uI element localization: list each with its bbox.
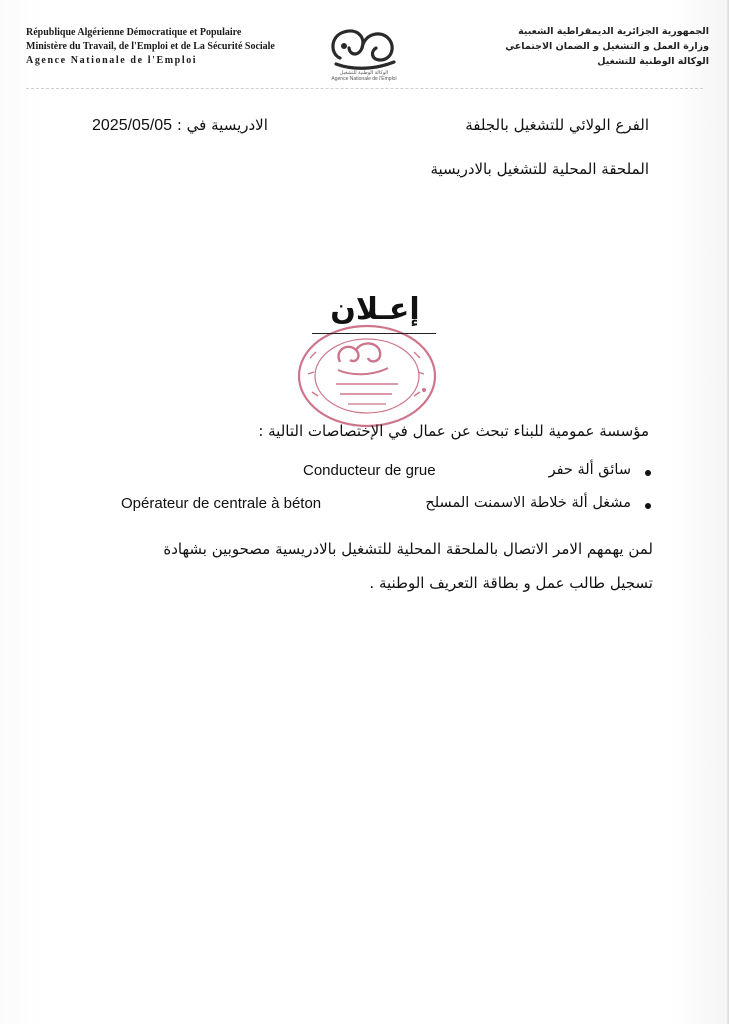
item-arabic: سائق ألة حفر bbox=[548, 462, 631, 478]
list-item bbox=[91, 495, 651, 519]
header-french bbox=[26, 26, 316, 68]
logo-caption-ar: الوكالة الوطنية للتشغيل bbox=[339, 70, 389, 76]
announcement-title: إعـلان bbox=[330, 292, 420, 327]
header-fr-agency: Agence Nationale de l'Emploi bbox=[26, 55, 198, 66]
item-french: Conducteur de grue bbox=[303, 462, 436, 479]
logo-caption bbox=[322, 70, 406, 82]
header-fr-ministry: Ministère du Travail, de l'Emploi et de La Sécurité Sociale bbox=[26, 41, 275, 52]
date-line bbox=[92, 116, 268, 135]
branch-line: الفرع الولائي للتشغيل بالجلفة bbox=[465, 116, 649, 134]
header-fr-republic: République Algérienne Démocratique et Populaire bbox=[26, 27, 242, 38]
intro-text: مؤسسة عمومية للبناء تبحث عن عمال في الإختصاصات التالية : bbox=[258, 422, 649, 440]
contact-paragraph-line-1: لمن يهمهم الامر الاتصال بالملحقة المحلية للتشغيل بالادريسية مصحوبين بشهادة bbox=[163, 540, 653, 558]
list-item bbox=[91, 462, 651, 486]
header-divider bbox=[26, 88, 703, 89]
item-french: Opérateur de centrale à béton bbox=[121, 495, 322, 512]
title-underline bbox=[312, 333, 436, 334]
date-value: 2025/05/05 bbox=[92, 117, 173, 134]
page-edge-shadow bbox=[725, 0, 729, 1024]
header-ar-agency: الوكالة الوطنية للتشغيل bbox=[597, 56, 709, 67]
contact-paragraph-line-2: تسجيل طالب عمل و بطاقة التعريف الوطنية . bbox=[369, 574, 653, 592]
item-arabic: مشغل ألة خلاطة الاسمنت المسلح bbox=[425, 495, 631, 511]
bullet-icon bbox=[645, 470, 651, 476]
header-arabic bbox=[409, 24, 709, 69]
date-label: الادريسية في : bbox=[176, 116, 268, 134]
header-ar-ministry: وزارة العمل و التشغيل و الضمان الاجتماعي bbox=[505, 41, 709, 52]
annex-line: الملحقة المحلية للتشغيل بالادريسية bbox=[430, 160, 649, 178]
header-ar-republic: الجمهورية الجزائرية الديمقراطية الشعبية bbox=[518, 26, 709, 37]
bullet-icon bbox=[645, 503, 651, 509]
official-stamp-icon bbox=[292, 318, 442, 430]
logo-caption-fr: Agence Nationale de l'Emploi bbox=[331, 76, 397, 82]
